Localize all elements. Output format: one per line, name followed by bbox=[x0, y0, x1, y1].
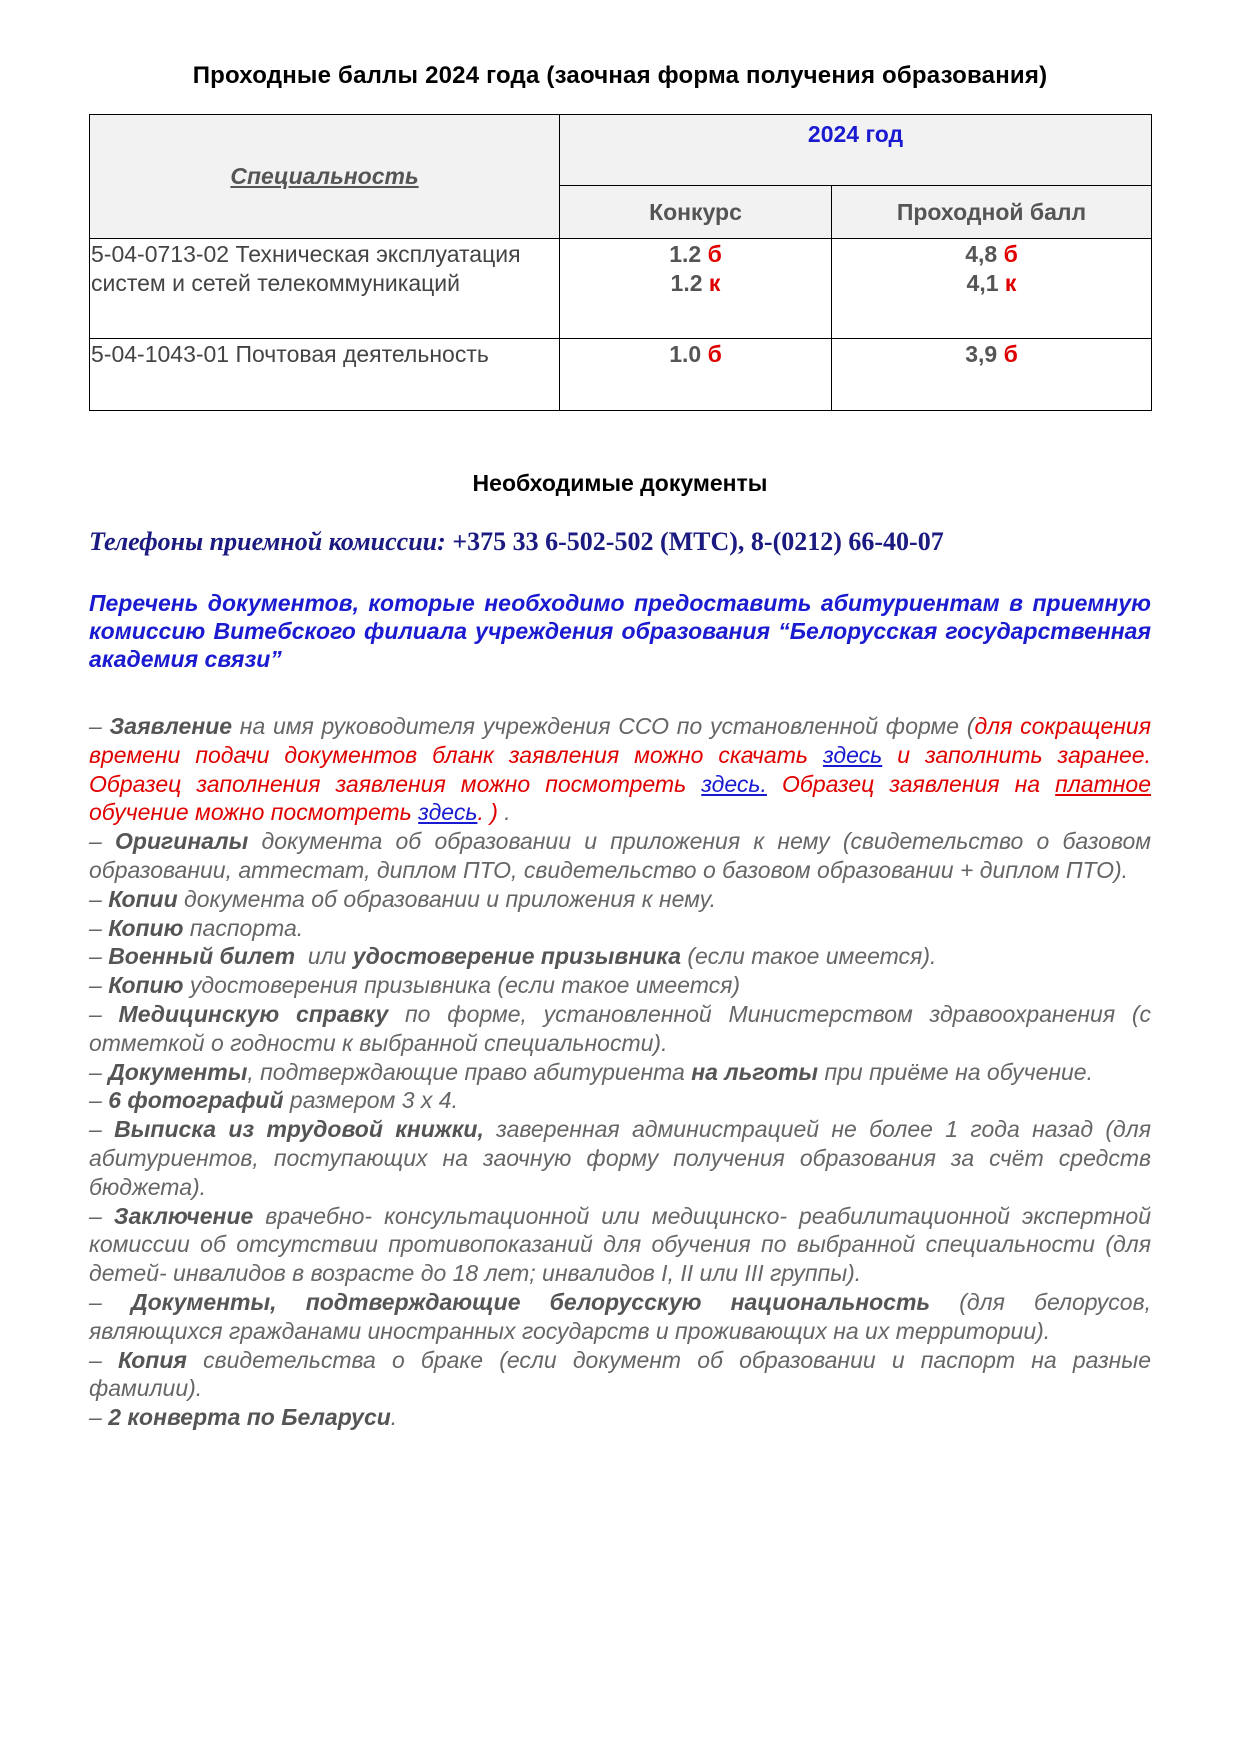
list-item: – Заявление на имя руководителя учреждения ССО по установленной форме (для сокращения времени подачи документов бланк заявления можно скачать здесь и заполнить заранее. Образец заполнения заявления можно посмотреть здесь. Образец заявления на платное обучение можно посмотреть здесь. ) . bbox=[89, 713, 1151, 826]
page-title: Проходные баллы 2024 года (заочная форма получения образования) bbox=[192, 62, 1048, 89]
paid-form-link[interactable]: платное bbox=[1055, 770, 1151, 797]
list-item: – Копии документа об образовании и приложения к нему. bbox=[89, 885, 716, 912]
documents-list bbox=[89, 712, 1151, 1432]
list-item: – Документы, подтверждающие белорусскую национальность (для белорусов, являющихся гражданами иностранных государств и проживающих на их территории). bbox=[89, 1288, 1151, 1344]
list-item: – Военный билет или удостоверение призывника (если такое имеется). bbox=[89, 943, 937, 970]
list-item: – Копию паспорта. bbox=[89, 914, 304, 941]
list-item: – Документы, подтверждающие право абитуриента на льготы при приёме на обучение. bbox=[89, 1058, 1093, 1085]
list-item: – Копия свидетельства о браке (если документ об образовании и паспорт на разные фамилии). bbox=[89, 1346, 1152, 1402]
specialty-header: Специальность bbox=[90, 115, 560, 239]
specialty-cell: 5-04-1043-01 Почтовая деятельность bbox=[90, 339, 560, 411]
list-item: – Оригиналы документа об образовании и приложения к нему (свидетельство о базовом образовании, аттестат, диплом ПТО, свидетельство о базовом образовании + диплом ПТО). bbox=[89, 828, 1151, 883]
list-item: – 2 конверта по Беларуси. bbox=[89, 1404, 398, 1431]
form-sample-link[interactable]: здесь. bbox=[701, 770, 767, 797]
specialty-cell: 5-04-0713-02 Техническая эксплуатация систем и сетей телекоммуникаций bbox=[90, 239, 560, 339]
pass-score-cell: 4,8 б 4,1 к bbox=[832, 239, 1152, 339]
list-item: – 6 фотографий размером 3 х 4. bbox=[89, 1087, 458, 1114]
list-item: – Копию удостоверения призывника (если такое имеется) bbox=[89, 972, 741, 999]
competition-cell: 1.2 б 1.2 к bbox=[560, 239, 832, 339]
list-item: – Выписка из трудовой книжки, заверенная администрацией не более 1 года назад (для абитуриентов, поступающих на заочную форму получения образования за счёт средств бюджета). bbox=[89, 1116, 1151, 1200]
passing-scores-table bbox=[89, 114, 1152, 411]
year-header: 2024 год bbox=[560, 115, 1152, 186]
documents-intro: Перечень документов, которые необходимо предоставить абитуриентам в приемную комиссию Витебского филиала учреждения образования “Белорусская государственная академия связи” bbox=[89, 590, 1151, 672]
pass-score-header: Проходной балл bbox=[832, 186, 1152, 239]
table-row bbox=[90, 339, 1152, 411]
phones-label: Телефоны приемной комиссии: bbox=[89, 527, 446, 556]
paid-sample-link[interactable]: здесь bbox=[418, 799, 478, 826]
list-item: – Медицинскую справку по форме, установленной Министерством здравоохранения (с отметкой о годности к выбранной специальности). bbox=[89, 1000, 1152, 1056]
documents-heading: Необходимые документы bbox=[472, 470, 768, 496]
list-item: – Заключение врачебно- консультационной или медицинско- реабилитационной экспертной комиссии об отсутствии противопоказаний для обучения по выбранной специальности (для детей- инвалидов в возрасте до 18 лет; инвалидов I, II или III группы). bbox=[89, 1202, 1151, 1287]
competition-header: Конкурс bbox=[560, 186, 832, 239]
competition-cell: 1.0 б bbox=[560, 339, 832, 411]
phones-value: +375 33 6-502-502 (МТС), 8-(0212) 66-40-07 bbox=[452, 527, 944, 556]
admission-phones bbox=[89, 527, 1159, 557]
download-form-link[interactable]: здесь bbox=[822, 741, 883, 768]
table-row bbox=[90, 239, 1152, 339]
pass-score-cell: 3,9 б bbox=[832, 339, 1152, 411]
